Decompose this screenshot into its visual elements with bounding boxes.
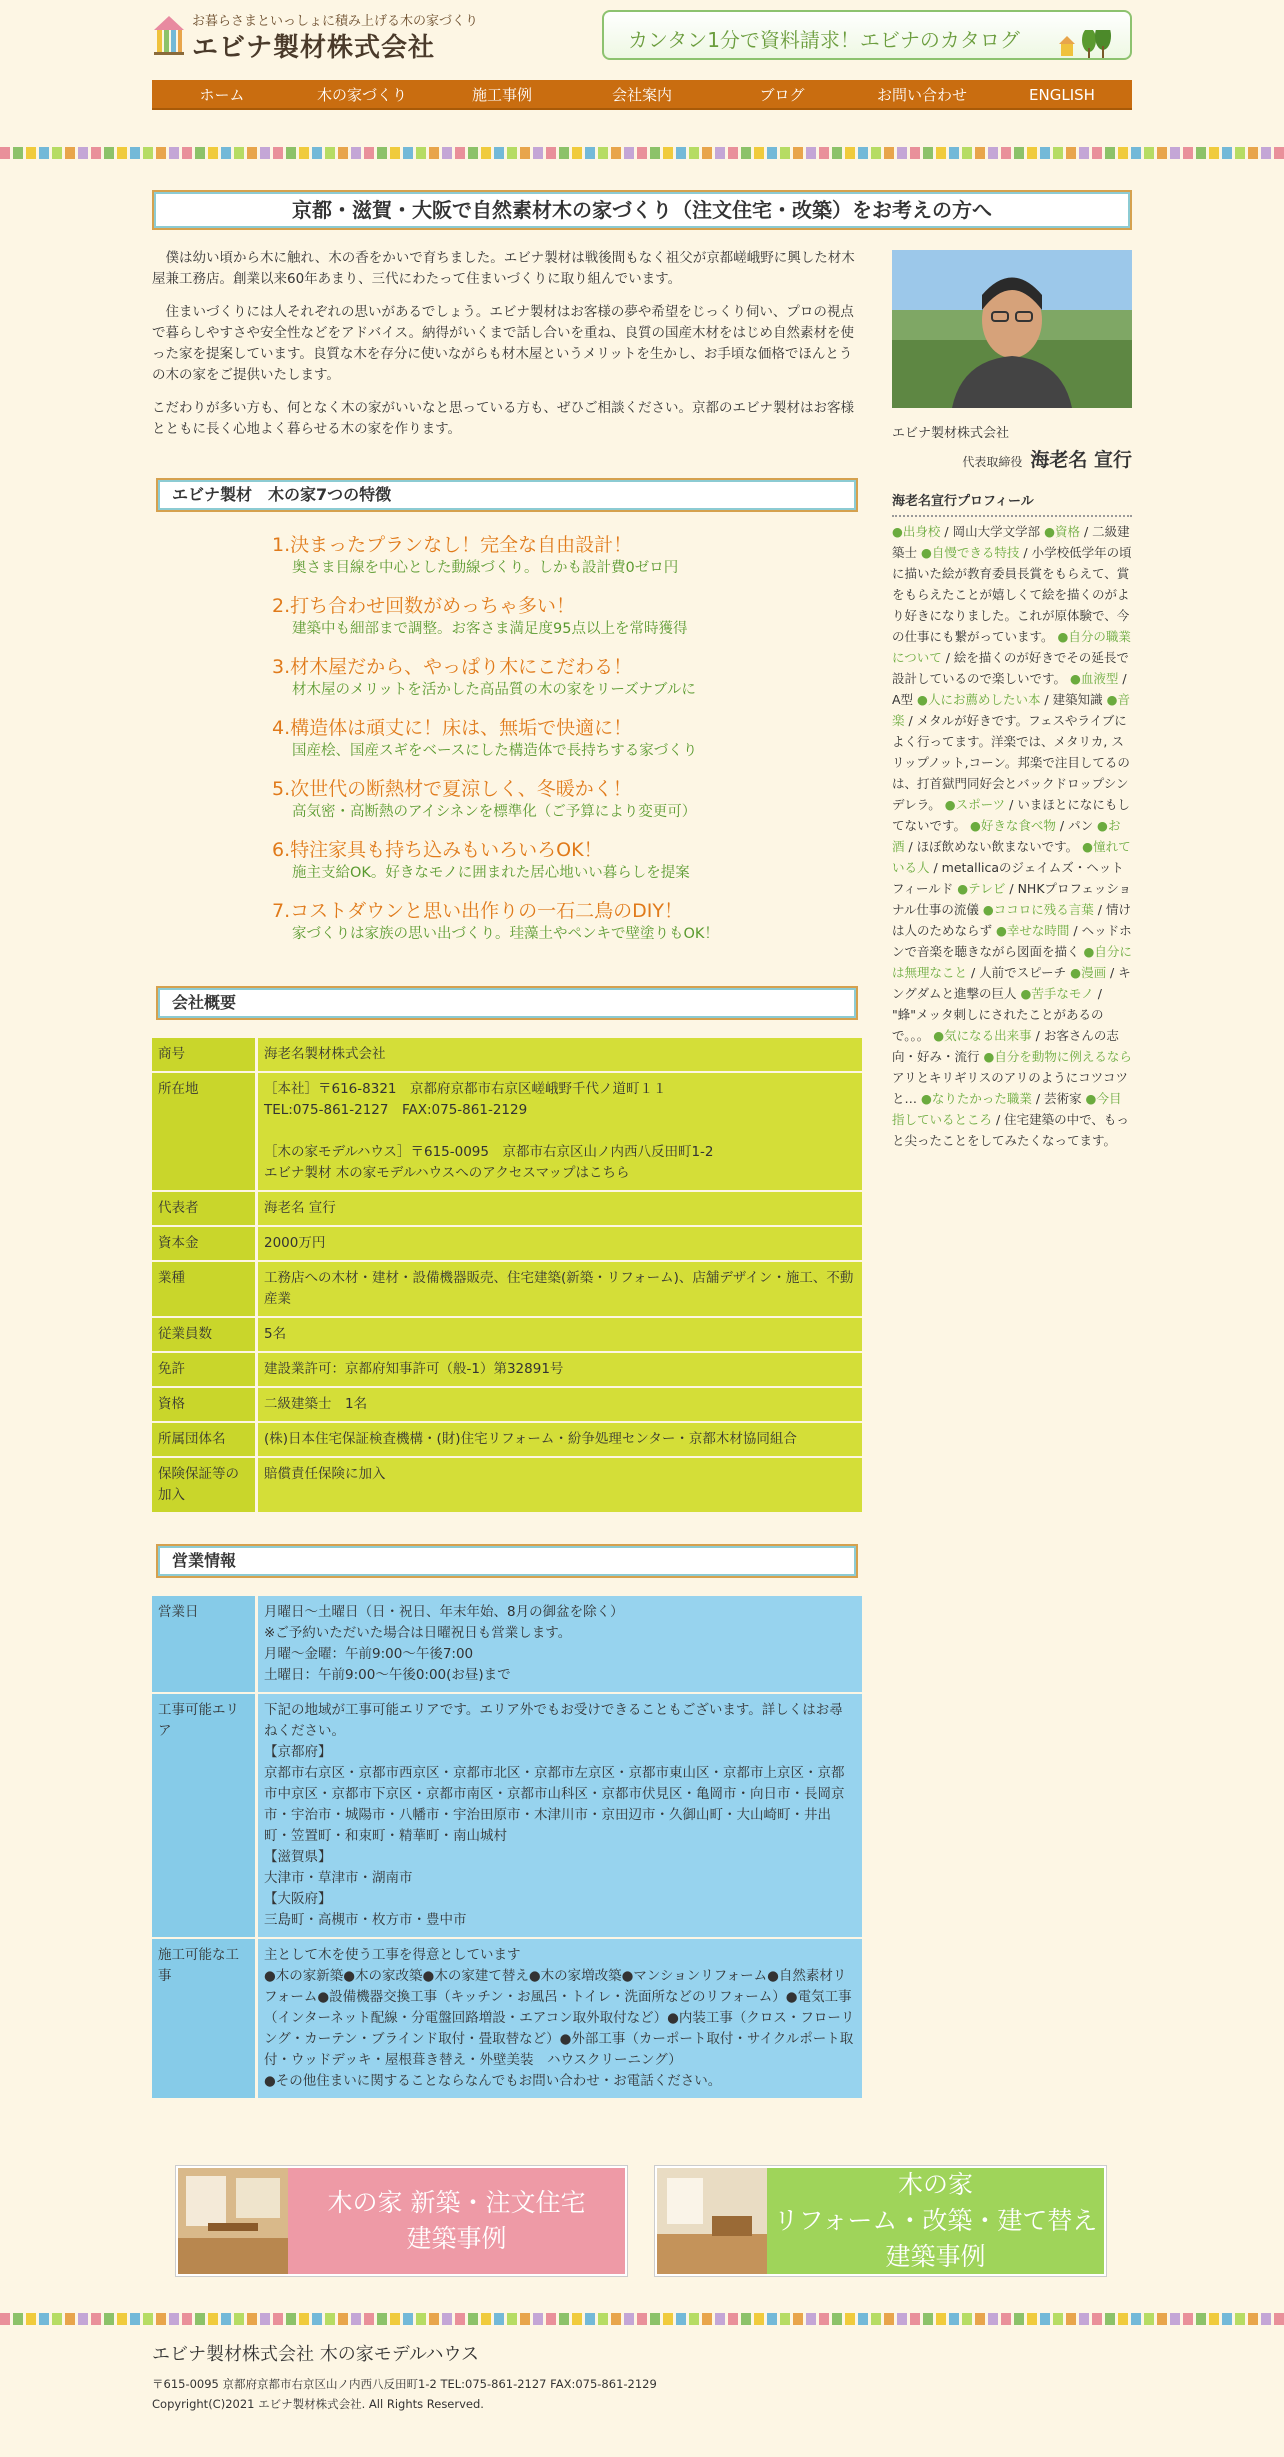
feature-heading: 3.材木屋だから、やっぱり木にこだわる！: [272, 656, 633, 678]
profile-item-label: ●自分を動物に例えるなら: [983, 1049, 1132, 1064]
ceo-name: 海老名 宣行: [1030, 449, 1132, 471]
row-label: 所在地: [152, 1073, 258, 1190]
ceo-photo: [892, 250, 1132, 408]
profile-item-value: / パン: [1055, 818, 1098, 833]
profile-item-label: ●テレビ: [957, 881, 1006, 896]
feature-item: [272, 776, 862, 822]
nav-contact[interactable]: お問い合わせ: [876, 86, 967, 104]
profile-item-label: ●出身校: [892, 524, 941, 539]
company-overview-table: [152, 1036, 862, 1514]
feature-item: [272, 715, 862, 761]
profile-item-value: / NHKプロフェッショナル仕事の流儀: [892, 881, 1132, 917]
table-row: [152, 1073, 862, 1190]
ceo-role: 代表取締役: [962, 455, 1023, 469]
table-row: [152, 1262, 862, 1316]
profile-item-label: ●気になる出来事: [933, 1028, 1032, 1043]
row-value: 2000万円: [258, 1227, 862, 1260]
features-title: エビナ製材 木の家7つの特徴: [156, 478, 858, 512]
profile-item-label: ●今目指しているところ: [892, 1091, 1122, 1127]
new-build-banner-text: 木の家 新築・注文住宅 建築事例: [288, 2168, 625, 2274]
table-row: [152, 1038, 862, 1071]
profile-item-value: / いまほとになにもしてないです。: [892, 797, 1130, 833]
feature-heading: 4.構造体は頑丈に！床は、無垢で快適に！: [272, 717, 633, 739]
profile-item-value: / ほぼ飲めない飲まないです。: [904, 839, 1083, 854]
row-label: 商号: [152, 1038, 258, 1071]
row-label: 代表者: [152, 1192, 258, 1225]
profile-item-label: ●ココロに残る言葉: [982, 902, 1094, 917]
table-row: [152, 1423, 862, 1456]
profile-item-value: / メタルが好きです。フェスやライブによく行ってます。洋楽では、メタリカ, スリップノット,コーン。邦楽で注目してるのは、打首獄門同好会とバックドロップシンデレラ。: [892, 713, 1130, 812]
intro-paragraph: こだわりが多い方も、何となく木の家がいいなと思っている方も、ぜひご相談ください。京都のエビナ製材はお客様とともに長く心地よく暮らせる木の家を作ります。: [152, 400, 854, 437]
feature-heading: 6.特注家具も持ち込みもいろいろOK！: [272, 839, 603, 861]
profile-item-value: アリとキリギリスのアリのようにコツコツと…: [892, 1070, 1129, 1106]
profile-item-value: / 人前でスピーチ: [967, 965, 1071, 980]
row-label: 工事可能エリア: [152, 1694, 258, 1937]
row-value: 二級建築士 1名: [258, 1388, 862, 1421]
feature-subtext: 施主支給OK。好きなモノに囲まれた居心地いい暮らしを提案: [292, 865, 690, 881]
row-value: 工務店への木材・建材・設備機器販売、住宅建築(新築・リフォーム)、店舗デザイン・施工、不動産業: [258, 1262, 862, 1316]
feature-subtext: 材木屋のメリットを活かした高品質の木の家をリーズナブルに: [292, 682, 696, 698]
row-value: 海老名製材株式会社: [258, 1038, 862, 1071]
profile-item-value: / お客さんの志向・好み・流行: [892, 1028, 1119, 1064]
interior-photo: [178, 2168, 288, 2274]
business-info-table: [152, 1594, 862, 2100]
site-logo[interactable]: [152, 10, 482, 63]
business-info-title: 営業情報: [156, 1544, 858, 1578]
feature-item: [272, 898, 862, 944]
table-row: [152, 1939, 862, 2098]
profile-item-label: ●資格: [1044, 524, 1080, 539]
feature-heading: 1.決まったプランなし！完全な自由設計！: [272, 534, 633, 556]
intro-paragraph: 住まいづくりには人それぞれの思いがあるでしょう。エビナ製材はお客様の夢や希望をじっくり伺い、プロの視点で暮らしやすさや安全性などをアドバイス。納得がいくまで話し合いを重ね、良質の国産木材をはじめ自然素材を使った家を提案しています。良質な木を存分に使いながらも材木屋というメリットを生かし、お手頃な価格でほんとうの木の家をご提供いたします。: [152, 304, 854, 383]
row-value: 5名: [258, 1318, 862, 1351]
catalog-request-banner[interactable]: [602, 10, 1132, 60]
profile-item-label: ●憧れている人: [892, 839, 1131, 875]
main-content: [152, 248, 862, 2100]
house-tree-icon: [1049, 30, 1129, 60]
profile-item-label: ●スポーツ: [944, 797, 1006, 812]
feature-subtext: 奥さま目線を中心とした動線づくり。しかも設計費0ゼロ円: [292, 560, 679, 576]
logo-tagline: お暮らさまといっしょに積み上げる木の家づくり: [192, 14, 479, 29]
reform-banner-text: 木の家 リフォーム・改築・建て替え 建築事例: [767, 2168, 1104, 2274]
profile-item-value: / ヘッドホンで音楽を聴きながら図面を描く: [892, 923, 1132, 959]
row-value: 主として木を使う工事を得意としています ●木の家新築●木の家改築●木の家建て替え●木の家増改築●マンションリフォーム●自然素材リフォーム●設備機器交換工事（キッチン・お風呂・トイレ・洗面所などのリフォーム）●電気工事（インターネット配線・分電盤回路増設・エアコン取外取付など）●内装工事（クロス・フローリング・カーテン・ブラインド取付・畳取替など）●外部工事（カーポート取付・サイクルポート取付・ウッドデッキ・屋根葺き替え・外壁美装 ハウスクリーニング） ●その他住まいに関することならなんでもお問い合わせ・お電話ください。: [258, 1939, 862, 2098]
footer-address: 〒615-0095 京都府京都市右京区山ノ内西八反田町1-2 TEL:075-861-2127 FAX:075-861-2129: [152, 2377, 657, 2391]
row-value: 海老名 宣行: [258, 1192, 862, 1225]
row-value: 賠償責任保険に加入: [258, 1458, 862, 1512]
profile-item-label: ●お酒: [892, 818, 1121, 854]
footer-company-name: エビナ製材株式会社 木の家モデルハウス: [152, 2344, 480, 2365]
nav-wood-house[interactable]: 木の家づくり: [316, 86, 407, 104]
nav-works[interactable]: 施工事例: [471, 86, 532, 104]
logo-company-name: エビナ製材株式会社: [192, 33, 436, 63]
intro-title: 京都・滋賀・大阪で自然素材木の家づくり（注文住宅・改築）をお考えの方へ: [152, 190, 1132, 230]
feature-item: [272, 837, 862, 883]
row-value: 月曜日〜土曜日（日・祝日、年末年始、8月の御盆を除く） ※ご予約いただいた場合は日曜祝日も営業します。 月曜〜金曜：午前9:00〜午後7:00 土曜日：午前9:00〜午後0:00(お昼)まで: [258, 1596, 862, 1692]
ceo-company: エビナ製材株式会社: [892, 426, 1010, 441]
row-label: 所属団体名: [152, 1423, 258, 1456]
profile-item-value: / キングダムと進撃の巨人: [892, 965, 1131, 1001]
table-row: [152, 1458, 862, 1512]
profile-item-label: ●音楽: [892, 692, 1131, 728]
site-footer: [152, 2340, 1132, 2412]
table-row: [152, 1353, 862, 1386]
profile-title: 海老名宣行プロフィール: [892, 490, 1132, 517]
profile-item-value: / 芸術家: [1031, 1091, 1086, 1106]
profile-item-label: ●幸せな時間: [995, 923, 1070, 938]
row-value: (株)日本住宅保証検査機構・(財)住宅リフォーム・紛争処理センター・京都木材協同組合: [258, 1423, 862, 1456]
profile-item-value: / 情けは人のためならず: [892, 902, 1131, 938]
catalog-banner-text: カンタン1分で資料請求！エビナのカタログ: [628, 28, 1020, 52]
nav-company[interactable]: 会社案内: [611, 86, 672, 104]
profile-item-value: / 建築知識: [1040, 692, 1107, 707]
profile-item-label: ●苦手なモノ: [1020, 986, 1094, 1001]
feature-item: [272, 593, 862, 639]
row-label: 営業日: [152, 1596, 258, 1692]
nav-blog[interactable]: ブログ: [759, 86, 805, 104]
new-build-cases-banner[interactable]: [176, 2166, 627, 2276]
nav-english[interactable]: ENGLISH: [1029, 86, 1095, 104]
house-logo-icon: [152, 14, 186, 56]
feature-item: [272, 532, 862, 578]
row-label: 資本金: [152, 1227, 258, 1260]
profile-item-label: ●血液型: [1069, 671, 1119, 686]
color-stripe-top: [0, 147, 1284, 159]
interior-photo: [657, 2168, 767, 2274]
ceo-title-line: [892, 445, 1132, 472]
nav-home[interactable]: ホーム: [199, 86, 245, 104]
feature-subtext: 国産桧、国産スギをベースにした構造体で長持ちする家づくり: [292, 743, 698, 759]
profile-item-label: ●自分の職業について: [892, 629, 1131, 665]
table-row: [152, 1388, 862, 1421]
profile-item-value: / A型: [892, 671, 1127, 707]
intro-paragraph: 僕は幼い頃から木に触れ、木の香をかいで育ちました。エビナ製材は戦後間もなく祖父が京都嵯峨野に興した材木屋兼工務店。創業以来60年あまり、三代にわたって住まいづくりに取り組んでいます。: [152, 250, 855, 287]
row-value: 下記の地域が工事可能エリアです。エリア外でもお受けできることもございます。詳しくはお尋ねください。 【京都府】 京都市右京区・京都市西京区・京都市北区・京都市左京区・京都市東山区・京都市上京区・京都市中京区・京都市下京区・京都市南区・京都市山科区・京都市伏見区・亀岡市・向日市・長岡京市・宇治市・城陽市・八幡市・宇治田原市・木津川市・京田辺市・久御山町・大山崎町・井出町・笠置町・和束町・精華町・南山城村 【滋賀県】 大津市・草津市・湖南市 【大阪府】 三島町・高槻市・枚方市・豊中市: [258, 1694, 862, 1937]
profile-item-label: ●なりたかった職業: [920, 1091, 1032, 1106]
profile-item-label: ●漫画: [1070, 965, 1107, 980]
feature-heading: 7.コストダウンと思い出作りの一石二鳥のDIY！: [272, 900, 683, 922]
row-label: 資格: [152, 1388, 258, 1421]
feature-subtext: 建築中も細部まで調整。お客さま満足度95点以上を常時獲得: [292, 621, 688, 637]
intro-text: [152, 248, 862, 440]
profile-text: [892, 521, 1132, 1151]
footer-copyright: Copyright(C)2021 エビナ製材株式会社. All Rights Reserved.: [152, 2397, 484, 2411]
profile-item-value: / 岡山大学文学部: [940, 524, 1045, 539]
profile-item-label: ●自慢できる特技: [920, 545, 1020, 560]
profile-item-label: ●人にお薦めしたい本: [917, 692, 1041, 707]
sidebar: [892, 250, 1132, 1151]
color-stripe-bottom: [0, 2313, 1284, 2325]
row-label: 従業員数: [152, 1318, 258, 1351]
row-label: 免許: [152, 1353, 258, 1386]
feature-subtext: 高気密・高断熱のアイシネンを標準化（ご予算により変更可）: [292, 804, 697, 820]
feature-heading: 2.打ち合わせ回数がめっちゃ多い！: [272, 595, 575, 617]
table-row: [152, 1596, 862, 1692]
row-value: 建設業許可：京都府知事許可（般-1）第32891号: [258, 1353, 862, 1386]
feature-item: [272, 654, 862, 700]
profile-item-value: / metallicaのジェイムズ・ヘットフィールド: [892, 860, 1124, 896]
profile-item-label: ●好きな食べ物: [969, 818, 1056, 833]
reform-cases-banner[interactable]: [655, 2166, 1106, 2276]
row-label: 保険保証等の加入: [152, 1458, 258, 1512]
table-row: [152, 1227, 862, 1260]
row-value: ［本社］〒616-8321 京都府京都市右京区嵯峨野千代ノ道町１１ TEL:075-861-2127 FAX:075-861-2129 ［木の家モデルハウス］〒615-0095 京都市右京区山ノ内西八反田町1-2 エビナ製材 木の家モデルハウスへのアクセスマップはこちら: [258, 1073, 862, 1190]
global-nav: [152, 80, 1132, 110]
table-row: [152, 1318, 862, 1351]
profile-item-label: ●自分には無理なこと: [892, 944, 1132, 980]
feature-subtext: 家づくりは家族の思い出づくり。珪藻土やペンキで壁塗りもOK！: [292, 926, 719, 942]
row-label: 業種: [152, 1262, 258, 1316]
case-banners: [176, 2166, 1106, 2276]
company-overview-title: 会社概要: [156, 986, 858, 1020]
profile-item-value: / 小学校低学年の頃に描いた絵が教育委員長賞をもらえて、賞をもらえたことが嬉しくて絵を描くのがより好きになりました。これが原体験で、今の仕事にも繋がっています。: [892, 545, 1132, 644]
portrait-image: [892, 250, 1132, 408]
profile-item-value: / 住宅建築の中で、もっと尖ったことをしてみたくなってます。: [892, 1112, 1129, 1148]
features-list: [152, 532, 862, 944]
row-label: 施工可能な工事: [152, 1939, 258, 2098]
table-row: [152, 1192, 862, 1225]
profile-item-value: / 絵を描くのが好きでその延長で設計しているので楽しいです。: [892, 650, 1129, 686]
profile-item-value: / "蜂"メッタ刺しにされたことがあるので。。。: [892, 986, 1104, 1043]
site-header: [0, 0, 1284, 148]
profile-item-value: / 二級建築士: [892, 524, 1130, 560]
feature-heading: 5.次世代の断熱材で夏涼しく、冬暖かく！: [272, 778, 632, 800]
table-row: [152, 1694, 862, 1937]
